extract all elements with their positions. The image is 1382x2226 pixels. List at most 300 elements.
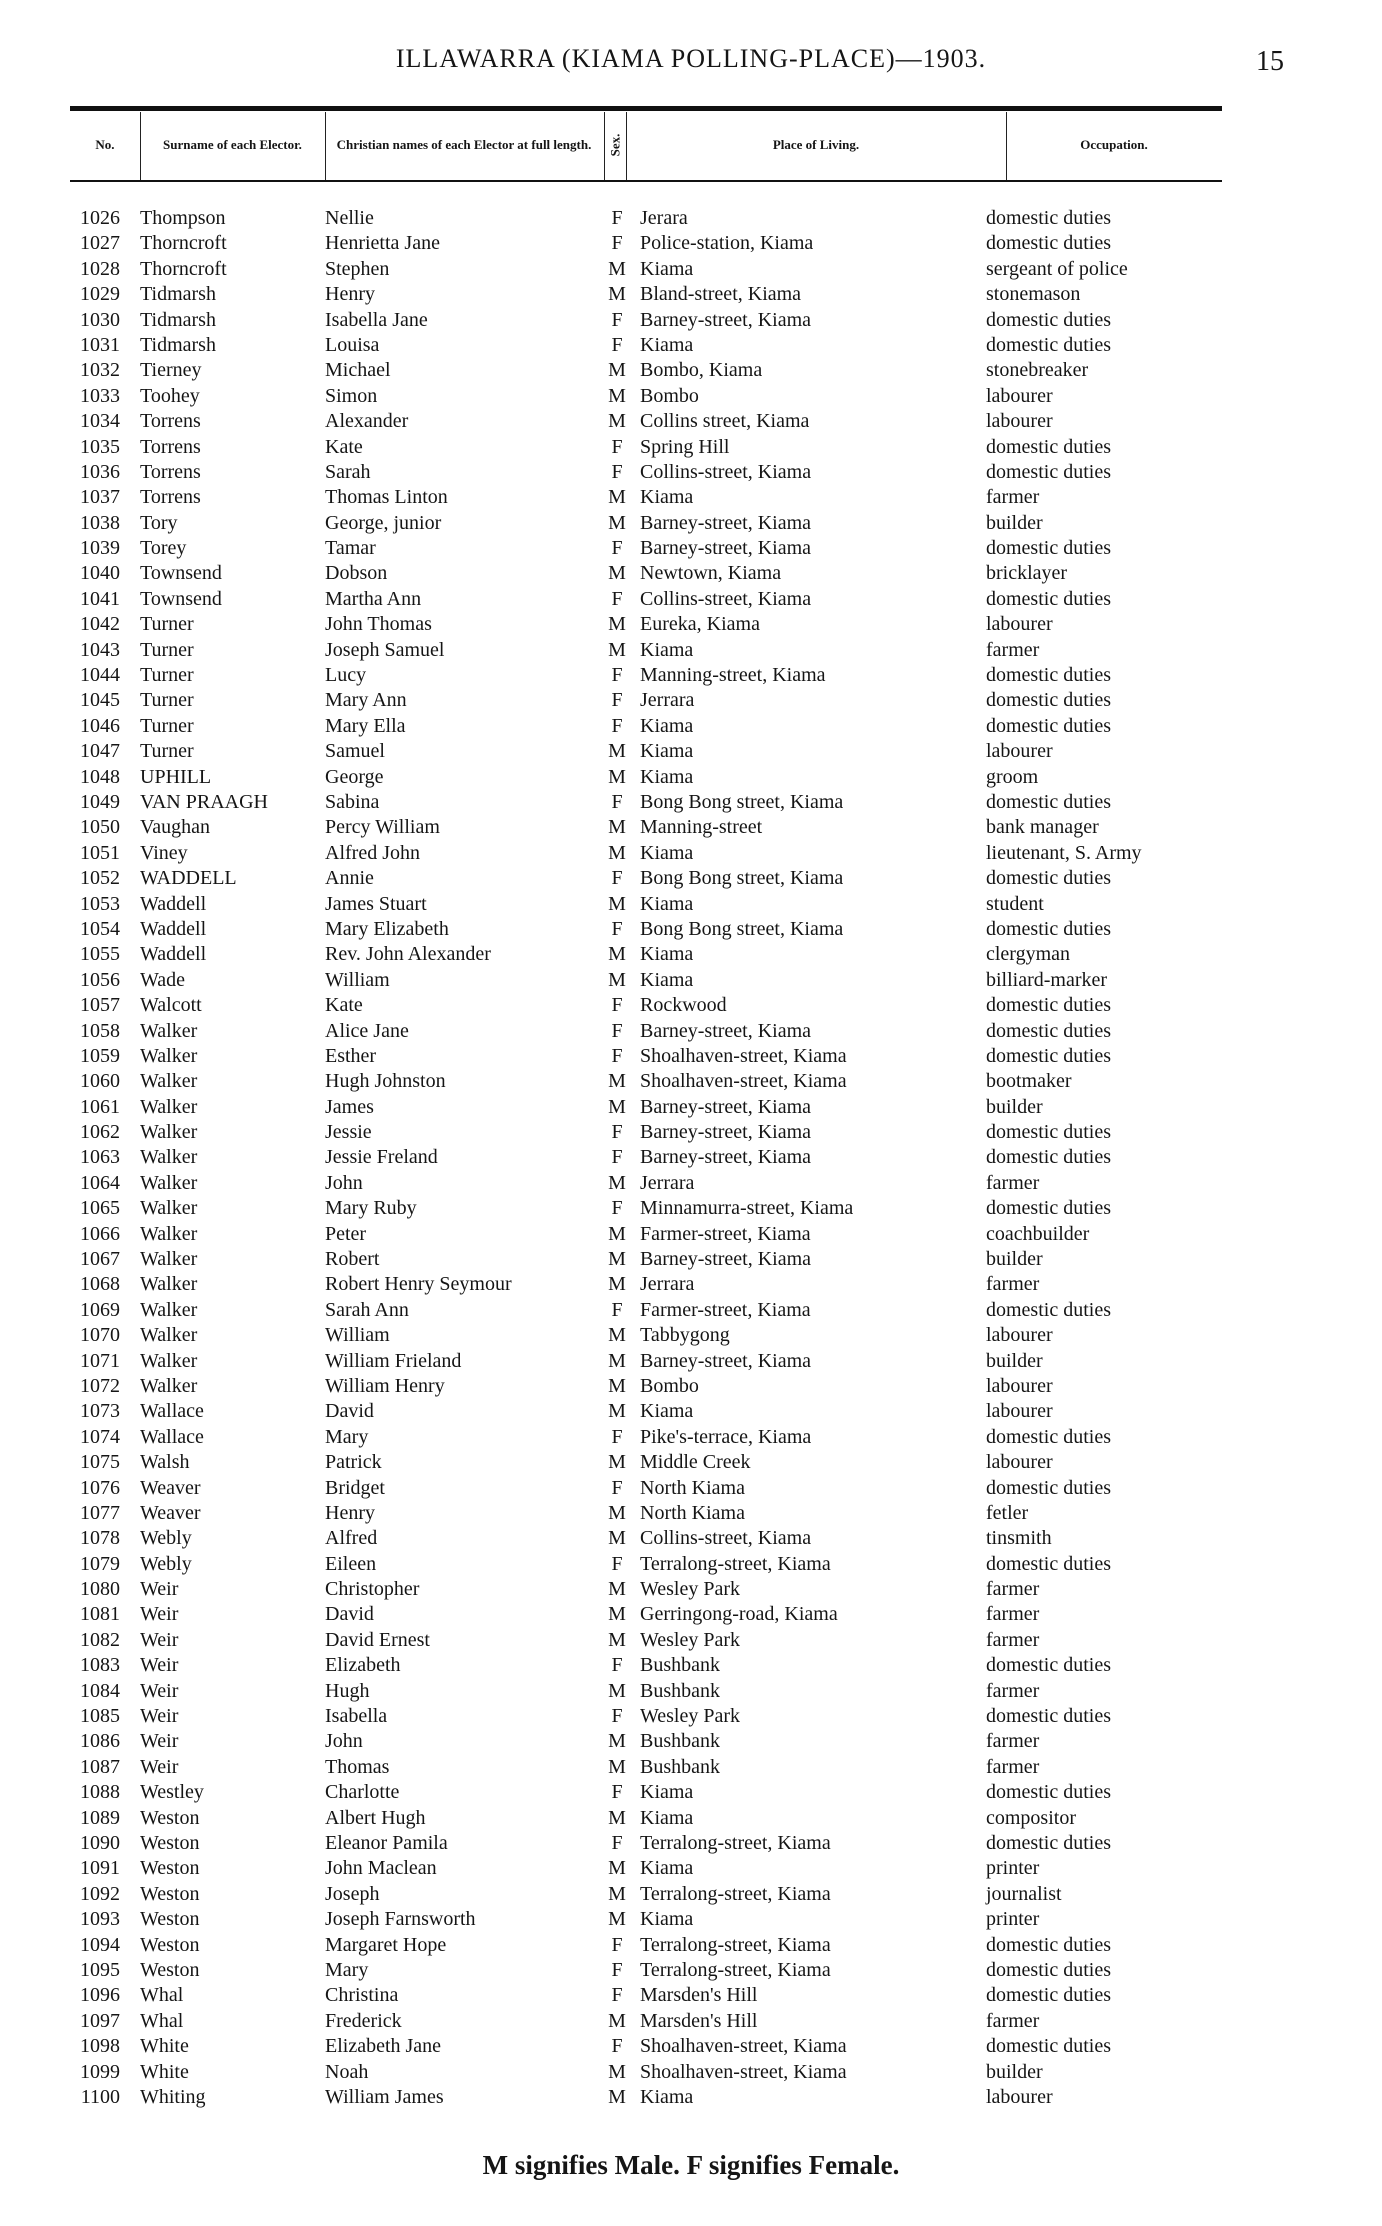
elector-place-of-living: Kiama bbox=[640, 714, 694, 737]
elector-place-of-living: Kiama bbox=[640, 333, 694, 356]
elector-number: 1064 bbox=[80, 1171, 120, 1194]
elector-occupation: labourer bbox=[986, 1324, 1053, 1347]
elector-place-of-living: Jerrara bbox=[640, 1273, 695, 1296]
elector-christian-names: Alice Jane bbox=[325, 1019, 409, 1042]
elector-place-of-living: Collins street, Kiama bbox=[640, 410, 810, 433]
table-row bbox=[70, 1628, 1222, 1653]
table-row bbox=[70, 1196, 1222, 1221]
elector-christian-names: Joseph bbox=[325, 1882, 380, 1905]
elector-sex: M bbox=[608, 1527, 626, 1550]
elector-place-of-living: Kiama bbox=[640, 2085, 694, 2108]
table-row bbox=[70, 993, 1222, 1018]
elector-surname: Torrens bbox=[140, 486, 201, 509]
elector-number: 1040 bbox=[80, 562, 120, 585]
table-row bbox=[70, 511, 1222, 536]
elector-number: 1059 bbox=[80, 1044, 120, 1067]
table-top-rule bbox=[70, 106, 1222, 111]
elector-surname: Wallace bbox=[140, 1400, 204, 1423]
table-row bbox=[70, 1425, 1222, 1450]
elector-christian-names: Christina bbox=[325, 1984, 399, 2007]
table-row bbox=[70, 790, 1222, 815]
elector-christian-names: Elizabeth Jane bbox=[325, 2035, 442, 2058]
elector-sex: M bbox=[608, 740, 626, 763]
elector-sex: M bbox=[608, 283, 626, 306]
elector-surname: Turner bbox=[140, 664, 194, 687]
elector-christian-names: Lucy bbox=[325, 664, 367, 687]
elector-sex: M bbox=[608, 765, 626, 788]
elector-number: 1049 bbox=[80, 790, 120, 813]
elector-number: 1072 bbox=[80, 1374, 120, 1397]
table-row bbox=[70, 841, 1222, 866]
elector-occupation: compositor bbox=[986, 1806, 1076, 1829]
elector-sex: F bbox=[611, 308, 623, 331]
elector-surname: Weston bbox=[140, 1908, 200, 1931]
elector-number: 1087 bbox=[80, 1755, 120, 1778]
elector-sex: F bbox=[611, 1705, 623, 1728]
table-row bbox=[70, 587, 1222, 612]
elector-number: 1056 bbox=[80, 968, 120, 991]
elector-sex: F bbox=[611, 435, 623, 458]
elector-sex: M bbox=[608, 1171, 626, 1194]
elector-occupation: domestic duties bbox=[986, 2035, 1111, 2058]
elector-christian-names: Alfred bbox=[325, 1527, 378, 1550]
elector-occupation: domestic duties bbox=[986, 333, 1111, 356]
legend-note: M signifies Male. F signifies Female. bbox=[482, 2150, 900, 2180]
elector-occupation: stonemason bbox=[986, 283, 1081, 306]
elector-number: 1068 bbox=[80, 1273, 120, 1296]
elector-place-of-living: Kiama bbox=[640, 1806, 694, 1829]
elector-place-of-living: Jerrara bbox=[640, 689, 695, 712]
table-row bbox=[70, 561, 1222, 586]
elector-christian-names: Annie bbox=[325, 867, 374, 890]
table-row bbox=[70, 460, 1222, 485]
elector-surname: Weir bbox=[140, 1654, 179, 1677]
table-row bbox=[70, 1476, 1222, 1501]
elector-number: 1079 bbox=[80, 1552, 120, 1575]
elector-place-of-living: Barney-street, Kiama bbox=[640, 1095, 812, 1118]
elector-sex: F bbox=[611, 1146, 623, 1169]
elector-number: 1066 bbox=[80, 1222, 120, 1245]
elector-place-of-living: Pike's-terrace, Kiama bbox=[640, 1425, 812, 1448]
table-row bbox=[70, 1602, 1222, 1627]
elector-number: 1060 bbox=[80, 1070, 120, 1093]
elector-place-of-living: Bushbank bbox=[640, 1679, 720, 1702]
elector-place-of-living: Terralong-street, Kiama bbox=[640, 1552, 831, 1575]
table-row bbox=[70, 231, 1222, 256]
elector-place-of-living: Kiama bbox=[640, 1400, 694, 1423]
elector-number: 1031 bbox=[80, 333, 120, 356]
elector-number: 1083 bbox=[80, 1654, 120, 1677]
elector-christian-names: Louisa bbox=[325, 333, 380, 356]
elector-christian-names: Peter bbox=[325, 1222, 367, 1245]
elector-christian-names: Robert bbox=[325, 1248, 380, 1271]
elector-number: 1032 bbox=[80, 359, 120, 382]
elector-place-of-living: Barney-street, Kiama bbox=[640, 511, 812, 534]
elector-sex: M bbox=[608, 486, 626, 509]
elector-surname: Weaver bbox=[140, 1501, 201, 1524]
elector-place-of-living: Kiama bbox=[640, 486, 694, 509]
elector-surname: Walker bbox=[140, 1171, 198, 1194]
elector-place-of-living: Bushbank bbox=[640, 1730, 720, 1753]
elector-number: 1034 bbox=[80, 410, 120, 433]
elector-christian-names: Sabina bbox=[325, 790, 380, 813]
elector-christian-names: Henry bbox=[325, 1501, 375, 1524]
table-row bbox=[70, 1272, 1222, 1297]
elector-surname: Thompson bbox=[140, 207, 226, 229]
elector-surname: Weir bbox=[140, 1755, 179, 1778]
table-row bbox=[70, 892, 1222, 917]
elector-number: 1045 bbox=[80, 689, 120, 712]
table-row bbox=[70, 663, 1222, 688]
elector-christian-names: Hugh bbox=[325, 1679, 370, 1702]
elector-sex: M bbox=[608, 1095, 626, 1118]
elector-christian-names: Christopher bbox=[325, 1578, 420, 1601]
elector-place-of-living: Kiama bbox=[640, 765, 694, 788]
elector-surname: Townsend bbox=[140, 587, 222, 610]
elector-occupation: domestic duties bbox=[986, 207, 1111, 229]
elector-surname: Turner bbox=[140, 689, 194, 712]
elector-christian-names: Elizabeth bbox=[325, 1654, 401, 1677]
elector-number: 1033 bbox=[80, 384, 120, 407]
elector-number: 1030 bbox=[80, 308, 120, 331]
table-row bbox=[70, 1501, 1222, 1526]
elector-occupation: domestic duties bbox=[986, 917, 1111, 940]
elector-surname: Tidmarsh bbox=[140, 333, 216, 356]
elector-sex: M bbox=[608, 1857, 626, 1880]
elector-occupation: domestic duties bbox=[986, 460, 1111, 483]
elector-occupation: labourer bbox=[986, 613, 1053, 636]
elector-sex: M bbox=[608, 2085, 626, 2108]
elector-occupation: labourer bbox=[986, 2085, 1053, 2108]
elector-sex: F bbox=[611, 1552, 623, 1575]
elector-christian-names: Robert Henry Seymour bbox=[325, 1273, 512, 1296]
elector-occupation: tinsmith bbox=[986, 1527, 1052, 1550]
elector-place-of-living: Shoalhaven-street, Kiama bbox=[640, 2035, 847, 2058]
elector-sex: M bbox=[608, 1374, 626, 1397]
elector-surname: Viney bbox=[140, 841, 188, 864]
elector-christian-names: Joseph Samuel bbox=[325, 638, 445, 661]
elector-surname: Westley bbox=[140, 1781, 204, 1804]
elector-place-of-living: Jerara bbox=[640, 207, 688, 229]
elector-sex: F bbox=[611, 1476, 623, 1499]
elector-christian-names: Nellie bbox=[325, 207, 374, 229]
elector-number: 1029 bbox=[80, 283, 120, 306]
elector-surname: Walcott bbox=[140, 994, 202, 1017]
elector-sex: M bbox=[608, 2009, 626, 2032]
elector-christian-names: Mary bbox=[325, 1425, 369, 1448]
elector-occupation: domestic duties bbox=[986, 1476, 1111, 1499]
elector-number: 1086 bbox=[80, 1730, 120, 1753]
elector-number: 1037 bbox=[80, 486, 120, 509]
table-row bbox=[70, 815, 1222, 840]
elector-sex: F bbox=[611, 333, 623, 356]
elector-surname: Waddell bbox=[140, 917, 207, 940]
elector-sex: F bbox=[611, 867, 623, 890]
elector-surname: Turner bbox=[140, 638, 194, 661]
elector-number: 1028 bbox=[80, 257, 120, 280]
elector-occupation: domestic duties bbox=[986, 1958, 1111, 1981]
elector-sex: M bbox=[608, 968, 626, 991]
elector-surname: WADDELL bbox=[140, 867, 237, 890]
elector-surname: Weaver bbox=[140, 1476, 201, 1499]
elector-place-of-living: Eureka, Kiama bbox=[640, 613, 760, 636]
table-row bbox=[70, 206, 1222, 231]
elector-surname: White bbox=[140, 2060, 189, 2083]
elector-number: 1046 bbox=[80, 714, 120, 737]
elector-christian-names: Simon bbox=[325, 384, 378, 407]
elector-number: 1077 bbox=[80, 1501, 120, 1524]
elector-place-of-living: Shoalhaven-street, Kiama bbox=[640, 1044, 847, 1067]
elector-occupation: domestic duties bbox=[986, 1044, 1111, 1067]
table-row bbox=[70, 1983, 1222, 2008]
elector-surname: Weston bbox=[140, 1933, 200, 1956]
elector-surname: Weston bbox=[140, 1832, 200, 1854]
table-row bbox=[70, 866, 1222, 891]
elector-surname: Walker bbox=[140, 1197, 198, 1220]
elector-sex: F bbox=[611, 714, 623, 737]
elector-place-of-living: North Kiama bbox=[640, 1476, 745, 1499]
elector-sex: M bbox=[608, 1070, 626, 1093]
elector-sex: F bbox=[611, 2035, 623, 2058]
elector-number: 1065 bbox=[80, 1197, 120, 1220]
elector-christian-names: Isabella bbox=[325, 1705, 388, 1728]
elector-sex: F bbox=[611, 1654, 623, 1677]
table-row bbox=[70, 1780, 1222, 1805]
elector-occupation: domestic duties bbox=[986, 689, 1111, 712]
elector-sex: M bbox=[608, 1603, 626, 1626]
elector-occupation: domestic duties bbox=[986, 1832, 1111, 1854]
elector-number: 1080 bbox=[80, 1578, 120, 1601]
elector-sex: F bbox=[611, 1832, 623, 1854]
elector-number: 1076 bbox=[80, 1476, 120, 1499]
elector-occupation: bank manager bbox=[986, 816, 1099, 839]
elector-number: 1073 bbox=[80, 1400, 120, 1423]
elector-occupation: groom bbox=[986, 765, 1039, 788]
elector-surname: Whiting bbox=[140, 2085, 206, 2108]
elector-sex: M bbox=[608, 384, 626, 407]
elector-surname: White bbox=[140, 2035, 189, 2058]
elector-number: 1057 bbox=[80, 994, 120, 1017]
elector-sex: F bbox=[611, 1197, 623, 1220]
table-row bbox=[70, 2060, 1222, 2085]
table-row bbox=[70, 2034, 1222, 2059]
elector-place-of-living: Barney-street, Kiama bbox=[640, 1349, 812, 1372]
elector-number: 1092 bbox=[80, 1882, 120, 1905]
elector-occupation: labourer bbox=[986, 410, 1053, 433]
elector-surname: Tidmarsh bbox=[140, 283, 216, 306]
elector-occupation: domestic duties bbox=[986, 1705, 1111, 1728]
table-row bbox=[70, 1933, 1222, 1958]
table-row bbox=[70, 1120, 1222, 1145]
elector-christian-names: Henry bbox=[325, 283, 375, 306]
elector-surname: Toohey bbox=[140, 384, 200, 407]
elector-christian-names: Dobson bbox=[325, 562, 388, 585]
elector-number: 1041 bbox=[80, 587, 120, 610]
elector-christian-names: Mary Ella bbox=[325, 714, 406, 737]
table-row bbox=[70, 1958, 1222, 1983]
elector-occupation: domestic duties bbox=[986, 1425, 1111, 1448]
elector-occupation: domestic duties bbox=[986, 1197, 1111, 1220]
elector-sex: M bbox=[608, 1349, 626, 1372]
elector-place-of-living: Bong Bong street, Kiama bbox=[640, 790, 844, 813]
table-header-rule bbox=[70, 180, 1222, 182]
elector-occupation: farmer bbox=[986, 1171, 1040, 1194]
column-header-sex bbox=[604, 112, 626, 178]
elector-christian-names: Mary Ann bbox=[325, 689, 407, 712]
elector-christian-names: Kate bbox=[325, 435, 363, 458]
elector-number: 1095 bbox=[80, 1958, 120, 1981]
elector-sex: F bbox=[611, 1958, 623, 1981]
elector-christian-names: Margaret Hope bbox=[325, 1933, 447, 1956]
elector-christian-names: Kate bbox=[325, 994, 363, 1017]
elector-number: 1048 bbox=[80, 765, 120, 788]
elector-occupation: farmer bbox=[986, 1628, 1040, 1651]
elector-sex: M bbox=[608, 613, 626, 636]
elector-christian-names: John Maclean bbox=[325, 1857, 437, 1880]
elector-place-of-living: Newtown, Kiama bbox=[640, 562, 782, 585]
elector-place-of-living: Farmer-street, Kiama bbox=[640, 1298, 811, 1321]
elector-place-of-living: Collins-street, Kiama bbox=[640, 1527, 812, 1550]
elector-number: 1094 bbox=[80, 1933, 120, 1956]
elector-place-of-living: Kiama bbox=[640, 638, 694, 661]
elector-sex: M bbox=[608, 1755, 626, 1778]
elector-occupation: labourer bbox=[986, 384, 1053, 407]
elector-number: 1044 bbox=[80, 664, 120, 687]
elector-sex: F bbox=[611, 1298, 623, 1321]
elector-sex: F bbox=[611, 1044, 623, 1067]
elector-surname: Walker bbox=[140, 1019, 198, 1042]
elector-sex: M bbox=[608, 1882, 626, 1905]
elector-number: 1055 bbox=[80, 943, 120, 966]
elector-place-of-living: Kiama bbox=[640, 740, 694, 763]
elector-surname: Walker bbox=[140, 1070, 198, 1093]
elector-number: 1038 bbox=[80, 511, 120, 534]
column-header-surname: Surname of each Elector. bbox=[163, 137, 302, 152]
elector-christian-names: Jessie Freland bbox=[325, 1146, 438, 1169]
elector-sex: F bbox=[611, 207, 623, 229]
elector-place-of-living: Bong Bong street, Kiama bbox=[640, 917, 844, 940]
elector-surname: Walker bbox=[140, 1222, 198, 1245]
page-title: ILLAWARRA (KIAMA POLLING-PLACE)—1903. bbox=[395, 44, 987, 73]
elector-occupation: journalist bbox=[986, 1882, 1062, 1905]
elector-sex: F bbox=[611, 917, 623, 940]
elector-surname: UPHILL bbox=[140, 765, 212, 788]
elector-sex: F bbox=[611, 1781, 623, 1804]
elector-surname: Turner bbox=[140, 740, 194, 763]
elector-place-of-living: Wesley Park bbox=[640, 1705, 741, 1728]
elector-place-of-living: Wesley Park bbox=[640, 1628, 741, 1651]
elector-occupation: printer bbox=[986, 1857, 1040, 1880]
elector-sex: F bbox=[611, 1121, 623, 1144]
elector-place-of-living: Marsden's Hill bbox=[640, 1984, 758, 2007]
elector-number: 1053 bbox=[80, 892, 120, 915]
elector-occupation: domestic duties bbox=[986, 435, 1111, 458]
elector-place-of-living: Barney-street, Kiama bbox=[640, 1019, 812, 1042]
elector-christian-names: James bbox=[325, 1095, 374, 1118]
elector-number: 1096 bbox=[80, 1984, 120, 2007]
elector-number: 1090 bbox=[80, 1832, 120, 1854]
elector-place-of-living: Barney-street, Kiama bbox=[640, 308, 812, 331]
elector-sex: F bbox=[611, 790, 623, 813]
elector-christian-names: George, junior bbox=[325, 511, 442, 534]
table-row bbox=[70, 917, 1222, 942]
elector-number: 1100 bbox=[80, 2085, 120, 2108]
elector-surname: Vaughan bbox=[140, 816, 210, 839]
elector-occupation: bootmaker bbox=[986, 1070, 1072, 1093]
elector-place-of-living: Kiama bbox=[640, 1781, 694, 1804]
elector-christian-names: Jessie bbox=[325, 1121, 372, 1144]
elector-occupation: builder bbox=[986, 1095, 1043, 1118]
elector-occupation: domestic duties bbox=[986, 994, 1111, 1017]
elector-occupation: labourer bbox=[986, 740, 1053, 763]
elector-christian-names: Frederick bbox=[325, 2009, 402, 2032]
elector-christian-names: David bbox=[325, 1400, 374, 1423]
elector-occupation: domestic duties bbox=[986, 587, 1111, 610]
elector-surname: Walker bbox=[140, 1248, 198, 1271]
elector-sex: M bbox=[608, 1451, 626, 1474]
elector-christian-names: David bbox=[325, 1603, 374, 1626]
elector-surname: Thorncroft bbox=[140, 232, 227, 255]
table-row bbox=[70, 1526, 1222, 1551]
elector-sex: M bbox=[608, 1806, 626, 1829]
table-row bbox=[70, 1729, 1222, 1754]
elector-occupation: domestic duties bbox=[986, 1552, 1111, 1575]
elector-number: 1051 bbox=[80, 841, 120, 864]
elector-christian-names: Percy William bbox=[325, 816, 440, 839]
column-header-no: No. bbox=[95, 137, 115, 152]
elector-sex: M bbox=[608, 359, 626, 382]
elector-place-of-living: Barney-street, Kiama bbox=[640, 1248, 812, 1271]
elector-surname: Walker bbox=[140, 1298, 198, 1321]
table-row bbox=[70, 1653, 1222, 1678]
elector-surname: Whal bbox=[140, 1984, 184, 2007]
elector-surname: Weir bbox=[140, 1679, 179, 1702]
elector-sex: M bbox=[608, 1400, 626, 1423]
elector-surname: Turner bbox=[140, 613, 194, 636]
elector-occupation: lieutenant, S. Army bbox=[986, 841, 1142, 864]
elector-surname: Webly bbox=[140, 1527, 192, 1550]
elector-place-of-living: Tabbygong bbox=[640, 1324, 730, 1347]
table-row bbox=[70, 1044, 1222, 1069]
elector-surname: Weston bbox=[140, 1806, 200, 1829]
table-row bbox=[70, 1806, 1222, 1831]
elector-occupation: labourer bbox=[986, 1400, 1053, 1423]
elector-place-of-living: Bombo bbox=[640, 384, 699, 407]
elector-sex: F bbox=[611, 1984, 623, 2007]
elector-sex: M bbox=[608, 1679, 626, 1702]
table-row bbox=[70, 1450, 1222, 1475]
elector-place-of-living: Bushbank bbox=[640, 1755, 720, 1778]
elector-occupation: domestic duties bbox=[986, 867, 1111, 890]
elector-occupation: stonebreaker bbox=[986, 359, 1089, 382]
elector-number: 1027 bbox=[80, 232, 120, 255]
elector-christian-names: Joseph Farnsworth bbox=[325, 1908, 476, 1931]
elector-surname: Townsend bbox=[140, 562, 222, 585]
elector-surname: Walsh bbox=[140, 1451, 190, 1474]
table-row bbox=[70, 384, 1222, 409]
elector-surname: Weir bbox=[140, 1628, 179, 1651]
elector-number: 1070 bbox=[80, 1324, 120, 1347]
elector-surname: Tidmarsh bbox=[140, 308, 216, 331]
elector-place-of-living: Terralong-street, Kiama bbox=[640, 1958, 831, 1981]
elector-occupation: labourer bbox=[986, 1451, 1053, 1474]
table-row bbox=[70, 1679, 1222, 1704]
elector-occupation: farmer bbox=[986, 1755, 1040, 1778]
elector-occupation: fetler bbox=[986, 1501, 1029, 1524]
elector-christian-names: Michael bbox=[325, 359, 391, 382]
elector-occupation: farmer bbox=[986, 486, 1040, 509]
elector-surname: Walker bbox=[140, 1044, 198, 1067]
